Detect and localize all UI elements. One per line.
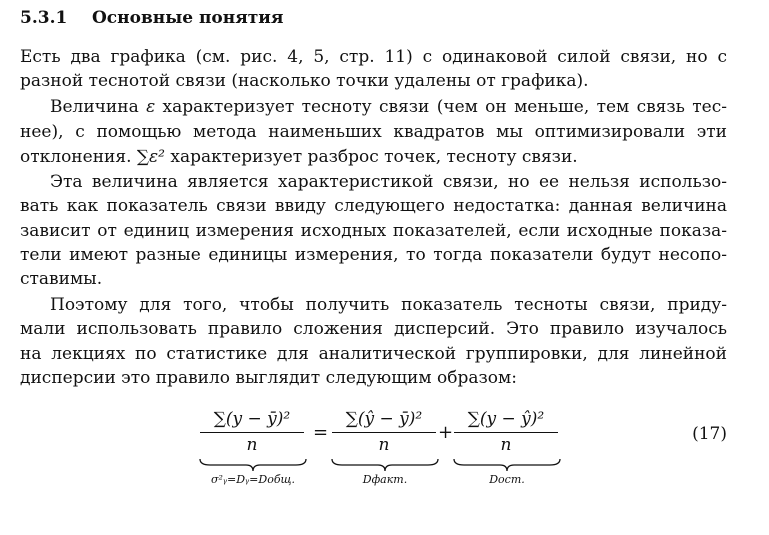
text-run: Величина: [50, 97, 147, 117]
paragraph-4-line-4: дисперсии это правило выглядит следующим образом:: [20, 368, 517, 388]
fraction-numerator: ∑(y − ŷ)²: [454, 406, 558, 433]
fraction-denominator: n: [500, 435, 512, 455]
paragraph-4-line-3: на лекциях по статистике для аналитической группировки, для линейной: [20, 344, 727, 364]
equation-number: (17): [692, 424, 727, 444]
equals-sign: =: [313, 422, 329, 443]
text-run: характеризует разброс точек, тесноту связи.: [164, 147, 578, 167]
paragraph-2-line-3: [20, 145, 578, 169]
paragraph-2-line-1: [50, 95, 727, 119]
paragraph-1-line-1: Есть два графика (см. рис. 4, 5, стр. 11) с одинаковой силой связи, но с: [20, 47, 727, 67]
sum-epsilon-squared: ∑ε²: [136, 147, 165, 167]
fraction-residual-variance: [454, 406, 558, 457]
paragraph-3-line-4: тели имеют разные единицы измерения, то тогда показатели будут несопо-: [20, 245, 727, 265]
underbrace: [330, 458, 440, 472]
paragraph-4-line-1: Поэтому для того, чтобы получить показатель тесноты связи, приду-: [50, 295, 727, 315]
underbrace: [452, 458, 562, 472]
fraction-denominator: n: [378, 435, 390, 455]
plus-sign: +: [438, 422, 454, 443]
epsilon-symbol: ε: [146, 97, 156, 117]
section-number: 5.3.1: [20, 8, 68, 28]
paragraph-3-line-1: Эта величина является характеристикой связи, но ее нельзя использо-: [50, 172, 727, 192]
fraction-numerator: ∑(y − ȳ)²: [200, 406, 304, 433]
paragraph-3-line-2: вать как показатель связи ввиду следующего недостатка: данная величина: [20, 196, 727, 216]
text-run: отклонения.: [20, 147, 137, 167]
fraction-factor-variance: [332, 406, 436, 457]
fraction-numerator: ∑(ŷ − ȳ)²: [332, 406, 436, 433]
underbrace: [198, 458, 308, 472]
brace-label-factor: Dфакт.: [362, 473, 408, 486]
fraction-total-variance: [200, 406, 304, 457]
paragraph-4-line-2: мали использовать правило сложения дисперсий. Это правило изучалось: [20, 319, 727, 339]
paragraph-3-line-5: ставимы.: [20, 269, 103, 289]
fraction-denominator: n: [246, 435, 258, 455]
section-title: Основные понятия: [92, 8, 284, 28]
paragraph-3-line-3: зависит от единиц измерения исходных показателей, если исходные показа-: [20, 221, 727, 241]
equation-17: [20, 398, 727, 498]
paragraph-2-line-2: нее), с помощью метода наименьших квадратов мы оптимизировали эти: [20, 122, 727, 142]
text-run: характеризует тесноту связи (чем он меньше, тем связь тес-: [155, 97, 728, 117]
paragraph-1-line-2: разной теснотой связи (насколько точки удалены от графика).: [20, 71, 589, 91]
brace-label-residual: Dост.: [489, 473, 525, 486]
section-heading: [20, 8, 283, 28]
brace-label-total: σ²ᵧ=Dᵧ=Dобщ.: [210, 473, 296, 486]
